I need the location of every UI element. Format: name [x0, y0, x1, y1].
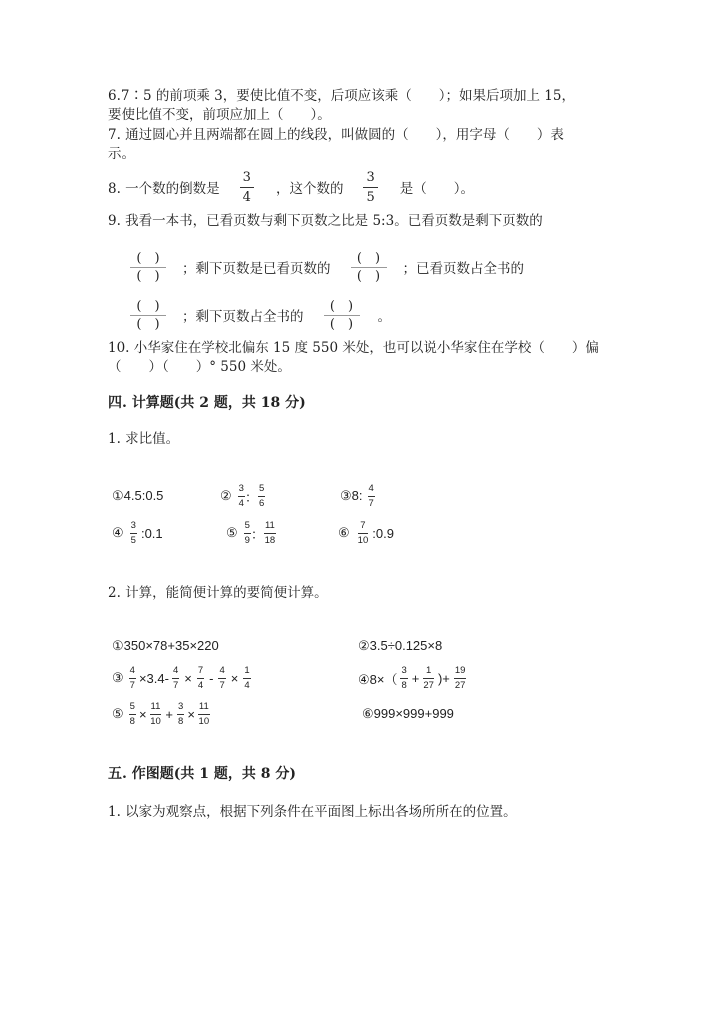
q8-fraction-1: $\frac{3}{4}$ — [240, 171, 254, 204]
expr-3-op-1: ×3.4- — [138, 670, 169, 686]
expr-4-fraction-2: $\frac{1}{27}$ — [423, 665, 434, 691]
expr-1: ①350×78+35×220 — [112, 638, 219, 653]
expr-3-op-2: × — [184, 670, 192, 686]
expr-4-fraction-1: $\frac{3}{8}$ — [401, 665, 407, 691]
expr-6: ⑥999×999+999 — [362, 706, 454, 721]
s4-q1-title: 1. 求比值。 — [108, 431, 180, 447]
calc-item-4-tail: :0.1 — [140, 525, 163, 541]
expr-5-fraction-3: $\frac{3}{8}$ — [178, 701, 184, 727]
q9-row2 — [130, 300, 391, 330]
expr-4-op-2: )+ — [437, 670, 450, 686]
expr-5-op-2: + — [165, 706, 174, 722]
calc-item-3-label: ③8: — [340, 488, 363, 503]
expr-3-fraction-4: $\frac{4}{7}$ — [219, 665, 225, 691]
expr-3-label: ③ — [112, 670, 124, 685]
section4-title: 四. 计算题(共 2 题，共 18 分) — [108, 395, 306, 411]
q9-blank-fraction-3[interactable]: ( ) ( ) — [130, 300, 166, 331]
q10-line2: （ ）（ ）° 550 米处。 — [108, 359, 291, 375]
calc-item-6-label: ⑥ — [338, 525, 350, 540]
q8-text2: ，这个数的 — [275, 181, 344, 197]
calc-item-3-fraction: $\frac{4}{7}$ — [368, 483, 374, 509]
calc-item-5 — [226, 519, 276, 547]
q10-line1: 10. 小华家住在学校北偏东 15 度 550 米处，也可以说小华家住在学校（ ）偏 — [108, 340, 599, 356]
q9-blank-fraction-2[interactable]: ( ) ( ) — [351, 252, 387, 283]
calc-item-2-separator: ： — [244, 489, 258, 505]
s5-q1-text: 1. 以家为观察点，根据下列条件在平面图上标出各场所所在的位置。 — [108, 804, 517, 820]
expr-5-label: ⑤ — [112, 706, 124, 721]
expr-5-op-1: × — [138, 706, 147, 722]
q9-line1: 9. 我看一本书，已看页数与剩下页数之比是 5:3。已看页数是剩下页数的 — [108, 213, 543, 229]
calc-item-6 — [338, 519, 394, 547]
calc-item-1: ①4.5:0.5 — [112, 488, 164, 503]
calc-item-2-label: ② — [220, 488, 232, 503]
calc-item-6-tail: :0.9 — [372, 525, 394, 541]
q6-line2: 要使比值不变，前项应加上（ ）。 — [108, 107, 331, 123]
expr-5-fraction-4: $\frac{11}{10}$ — [198, 701, 210, 727]
expr-2: ②3.5÷0.125×8 — [358, 638, 443, 653]
calc-item-2-fraction-1: $\frac{3}{4}$ — [238, 483, 244, 509]
expr-3 — [112, 664, 251, 692]
q9-blank-fraction-4[interactable]: ( ) ( ) — [324, 300, 360, 331]
q9-text-remaining-of-read: ；剩下页数是已看页数的 — [182, 261, 331, 277]
q8 — [108, 169, 474, 205]
q9-end-period: 。 — [377, 309, 391, 325]
calc-item-4-label: ④ — [112, 525, 124, 540]
q7-line1: 7. 通过圆心并且两端都在圆上的线段，叫做圆的（ ），用字母（ ）表 — [108, 127, 564, 143]
expr-3-op-4: × — [230, 670, 239, 686]
q8-fraction-2: $\frac{3}{5}$ — [363, 171, 377, 204]
expr-4-label: ④8×（ — [358, 671, 398, 687]
section5-title: 五. 作图题(共 1 题，共 8 分) — [108, 766, 296, 782]
q9-text-remaining-of-book: ；剩下页数占全书的 — [182, 309, 304, 325]
calc-item-5-fraction-1: $\frac{5}{9}$ — [244, 520, 250, 546]
expr-5-fraction-1: $\frac{5}{8}$ — [129, 701, 135, 727]
expr-4-fraction-3: $\frac{19}{27}$ — [454, 665, 466, 691]
calc-item-4-fraction: $\frac{3}{5}$ — [130, 520, 136, 546]
expr-3-fraction-1: $\frac{4}{7}$ — [129, 665, 135, 691]
q8-text1: 8. 一个数的倒数是 — [108, 181, 220, 197]
calc-item-2 — [220, 482, 265, 510]
calc-item-2-fraction-2: $\frac{5}{6}$ — [258, 483, 265, 509]
expr-5-fraction-2: $\frac{11}{10}$ — [150, 701, 161, 727]
calc-item-5-label: ⑤ — [226, 525, 238, 540]
expr-3-op-3: - — [209, 670, 214, 686]
calc-item-3 — [340, 482, 375, 510]
calc-item-4 — [112, 519, 163, 547]
calc-item-5-separator: ： — [250, 526, 264, 542]
expr-3-fraction-5: $\frac{1}{4}$ — [244, 665, 250, 691]
q8-text3: 是（ ）。 — [399, 181, 474, 197]
expr-4-op-1: + — [411, 670, 420, 686]
q9-row1 — [130, 252, 524, 282]
expr-5 — [112, 700, 210, 728]
q7-line2: 示。 — [108, 146, 135, 162]
q6-line1: 6.7∶5 的前项乘 3，要使比值不变，后项应该乘（ ）；如果后项加上 15， — [108, 88, 575, 104]
expr-5-op-3: × — [187, 706, 195, 722]
q9-blank-fraction-1[interactable]: ( ) ( ) — [130, 252, 166, 283]
s4-q2-title: 2. 计算，能简便计算的要简便计算。 — [108, 585, 328, 601]
calc-item-6-fraction: $\frac{7}{10}$ — [357, 520, 369, 546]
calc-item-5-fraction-2: $\frac{11}{18}$ — [264, 520, 276, 546]
q9-text-read-of-book: ；已看页数占全书的 — [402, 261, 524, 277]
expr-3-fraction-3: $\frac{7}{4}$ — [197, 665, 204, 691]
expr-4 — [358, 664, 466, 692]
expr-3-fraction-2: $\frac{4}{7}$ — [172, 665, 179, 691]
